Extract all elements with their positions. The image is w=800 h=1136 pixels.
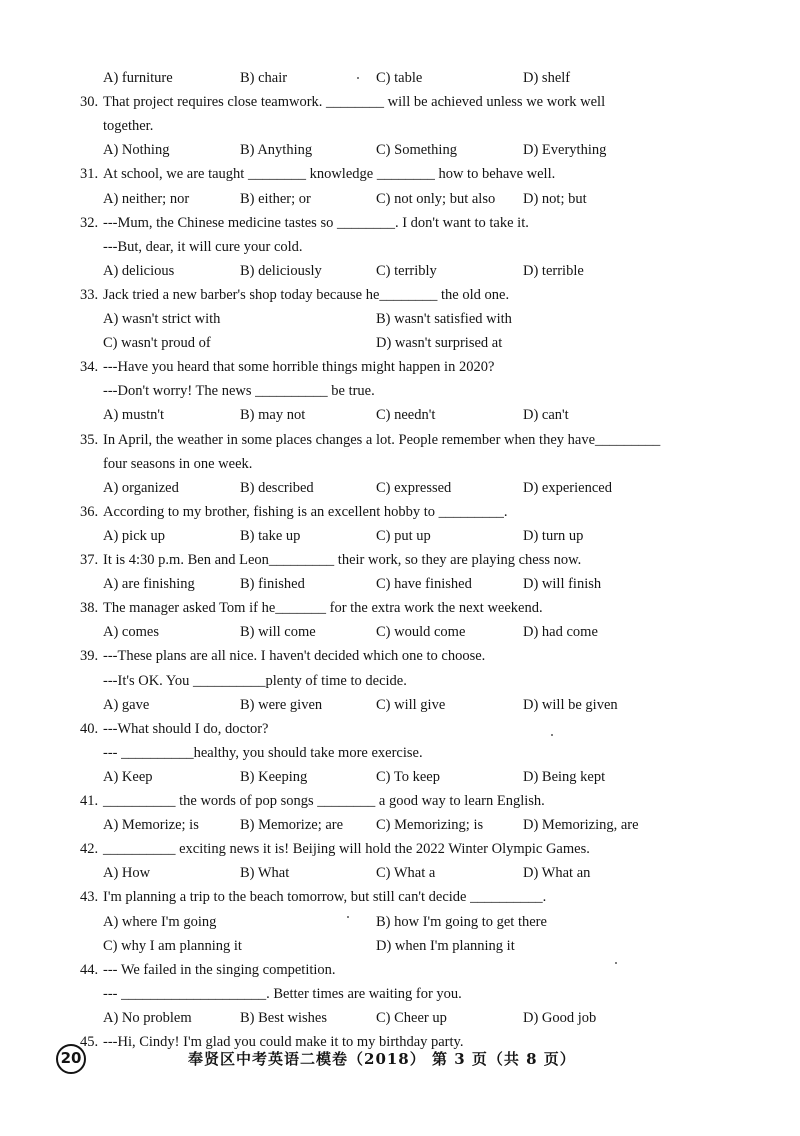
question-text: ---But, dear, it will cure your cold. [103,238,303,255]
question-text: four seasons in one week. [103,455,253,472]
answer-choice: D) wasn't surprised at [376,335,503,352]
answer-choice: D) What an [523,865,591,882]
question-stem-line [0,500,800,524]
answer-choice: C) will give [376,696,446,713]
question-text: __________ the words of pop songs ________ a good way to learn English. [103,793,545,809]
question-stem-line [0,885,800,909]
question-stem-line [0,162,800,186]
question-number: 42. [80,841,99,858]
answer-choice: A) No problem [103,1009,192,1026]
answer-choice: C) expressed [376,479,452,496]
question-number: 35. [80,431,99,448]
choice-row [0,765,800,789]
question-stem-line [0,235,800,259]
question-stem-line [0,644,800,668]
question-number: 45. [80,1034,99,1050]
question-text: According to my brother, fishing is an excellent hobby to _________. [103,503,508,520]
question-text: --- ____________________. Better times are waiting for you. [103,985,462,1002]
answer-choice: C) terribly [376,262,437,279]
question-text: __________ exciting news it is! Beijing will hold the 2022 Winter Olympic Games. [103,841,590,858]
question-number: 41. [80,793,99,809]
choice-row [0,476,800,500]
question-number: 43. [80,889,99,906]
choice-row [0,331,800,355]
answer-choice: B) What [240,865,290,882]
question-text: In April, the weather in some places changes a lot. People remember when they have_________ [103,431,661,448]
answer-choice: A) where I'm going [103,913,217,930]
question-number: 39. [80,648,99,665]
choice-row [0,307,800,331]
answer-choice: A) comes [103,624,159,641]
choice-row [0,620,800,644]
question-text: --- __________healthy, you should take more exercise. [103,744,423,761]
answer-choice: D) can't [523,407,569,424]
answer-choice: C) table [376,70,423,86]
question-number: 34. [80,359,99,376]
question-stem-line [0,355,800,379]
answer-choice: A) Memorize; is [103,817,199,834]
answer-choice: B) Best wishes [240,1009,327,1026]
question-stem-line [0,669,800,693]
question-number: 30. [80,94,99,111]
question-text: ---Hi, Cindy! I'm glad you could make it to my birthday party. [103,1034,464,1050]
question-stem-line [0,379,800,403]
choice-row [0,934,800,958]
answer-choice: C) wasn't proud of [103,335,211,352]
question-stem-line [0,428,800,452]
answer-choice: B) chair [240,70,288,86]
answer-choice: C) why I am planning it [103,937,242,954]
answer-choice: C) would come [376,624,466,641]
page-number-badge: 20 [56,1044,86,1074]
answer-choice: D) terrible [523,262,584,279]
question-text: ---Mum, the Chinese medicine tastes so ________. I don't want to take it. [103,214,529,231]
question-text: I'm planning a trip to the beach tomorrow, but still can't decide __________. [103,889,547,906]
question-stem-line [0,958,800,982]
scan-speck [551,734,553,736]
choice-row [0,138,800,162]
question-text: That project requires close teamwork. ________ will be achieved unless we work well [103,94,606,111]
choice-row [0,66,800,90]
question-stem-line [0,717,800,741]
answer-choice: C) needn't [376,407,436,424]
question-text: The manager asked Tom if he_______ for the extra work the next weekend. [103,600,543,617]
answer-choice: D) turn up [523,527,584,544]
question-stem-line [0,837,800,861]
question-stem-line [0,741,800,765]
answer-choice: D) will finish [523,576,602,593]
answer-choice: D) Being kept [523,768,606,785]
answer-choice: B) how I'm going to get there [376,913,547,930]
answer-choice: B) described [240,479,314,496]
question-text: Jack tried a new barber's shop today because he________ the old one. [103,286,510,303]
answer-choice: A) pick up [103,527,166,544]
scan-speck [347,916,349,918]
question-number: 40. [80,720,99,737]
answer-choice: D) Good job [523,1009,597,1026]
answer-choice: A) are finishing [103,576,195,593]
answer-choice: A) Nothing [103,142,170,159]
answer-choice: A) neither; nor [103,190,190,207]
question-text: ---It's OK. You __________plenty of time to decide. [103,672,407,689]
answer-choice: A) furniture [103,70,173,86]
answer-choice: B) either; or [240,190,311,207]
answer-choice: D) experienced [523,479,612,496]
choice-row [0,693,800,717]
answer-choice: C) not only; but also [376,190,496,207]
choice-row [0,1006,800,1030]
answer-choice: B) take up [240,527,301,544]
answer-choice: D) when I'm planning it [376,937,515,954]
question-text: ---These plans are all nice. I haven't decided which one to choose. [103,648,486,665]
answer-choice: A) wasn't strict with [103,311,221,327]
question-number: 36. [80,503,99,520]
answer-choice: A) organized [103,479,179,496]
question-stem-line [0,283,800,307]
choice-row [0,259,800,283]
footer-caption: 奉贤区中考英语二模卷（2018） 第 3 页（共 8 页） [188,1050,576,1068]
question-number: 44. [80,961,99,978]
answer-choice: A) gave [103,696,150,713]
answer-choice: B) were given [240,696,323,713]
answer-choice: D) Memorizing, are [523,817,639,834]
answer-choice: C) Cheer up [376,1009,447,1026]
answer-choice: B) finished [240,576,305,593]
answer-choice: B) Keeping [240,768,308,785]
answer-choice: D) Everything [523,142,607,159]
answer-choice: A) How [103,865,151,882]
answer-choice: D) not; but [523,190,587,207]
question-text: At school, we are taught ________ knowledge ________ how to behave well. [103,166,556,183]
answer-choice: A) mustn't [103,407,165,424]
answer-choice: C) have finished [376,576,472,593]
answer-choice: B) wasn't satisfied with [376,311,512,327]
question-number: 38. [80,600,99,617]
question-stem-line [0,789,800,813]
choice-row [0,813,800,837]
answer-choice: C) What a [376,865,436,882]
answer-choice: C) put up [376,527,431,544]
page-footer [0,1044,800,1074]
scan-speck [615,962,617,964]
choice-row [0,572,800,596]
question-number: 31. [80,166,99,183]
question-stem-line [0,982,800,1006]
choice-row [0,524,800,548]
choice-row [0,403,800,427]
question-text: ---Don't worry! The news __________ be true. [103,383,375,400]
question-text: ---Have you heard that some horrible things might happen in 2020? [103,359,495,376]
question-text: together. [103,118,154,135]
question-stem-line [0,90,800,114]
choice-row [0,910,800,934]
answer-choice: B) Memorize; are [240,817,344,834]
question-stem-line [0,114,800,138]
answer-choice: A) delicious [103,262,175,279]
answer-choice: D) shelf [523,70,571,86]
question-text: --- We failed in the singing competition. [103,961,336,978]
choice-row [0,861,800,885]
question-stem-line [0,548,800,572]
question-stem-line [0,211,800,235]
answer-choice: D) had come [523,624,598,641]
question-number: 33. [80,286,99,303]
answer-choice: C) Something [376,142,457,159]
scan-speck [357,77,359,79]
question-stem-line [0,596,800,620]
answer-choice: A) Keep [103,768,153,785]
answer-choice: C) To keep [376,768,440,785]
answer-choice: B) deliciously [240,262,322,279]
answer-choice: B) Anything [240,142,313,159]
question-text: It is 4:30 p.m. Ben and Leon_________ their work, so they are playing chess now. [103,552,582,568]
answer-choice: C) Memorizing; is [376,817,484,834]
answer-choice: B) will come [240,624,316,641]
question-number: 32. [80,214,99,231]
question-stem-line [0,452,800,476]
question-number: 37. [80,552,99,568]
answer-choice: B) may not [240,407,306,424]
choice-row [0,187,800,211]
answer-choice: D) will be given [523,696,618,713]
question-text: ---What should I do, doctor? [103,720,269,737]
